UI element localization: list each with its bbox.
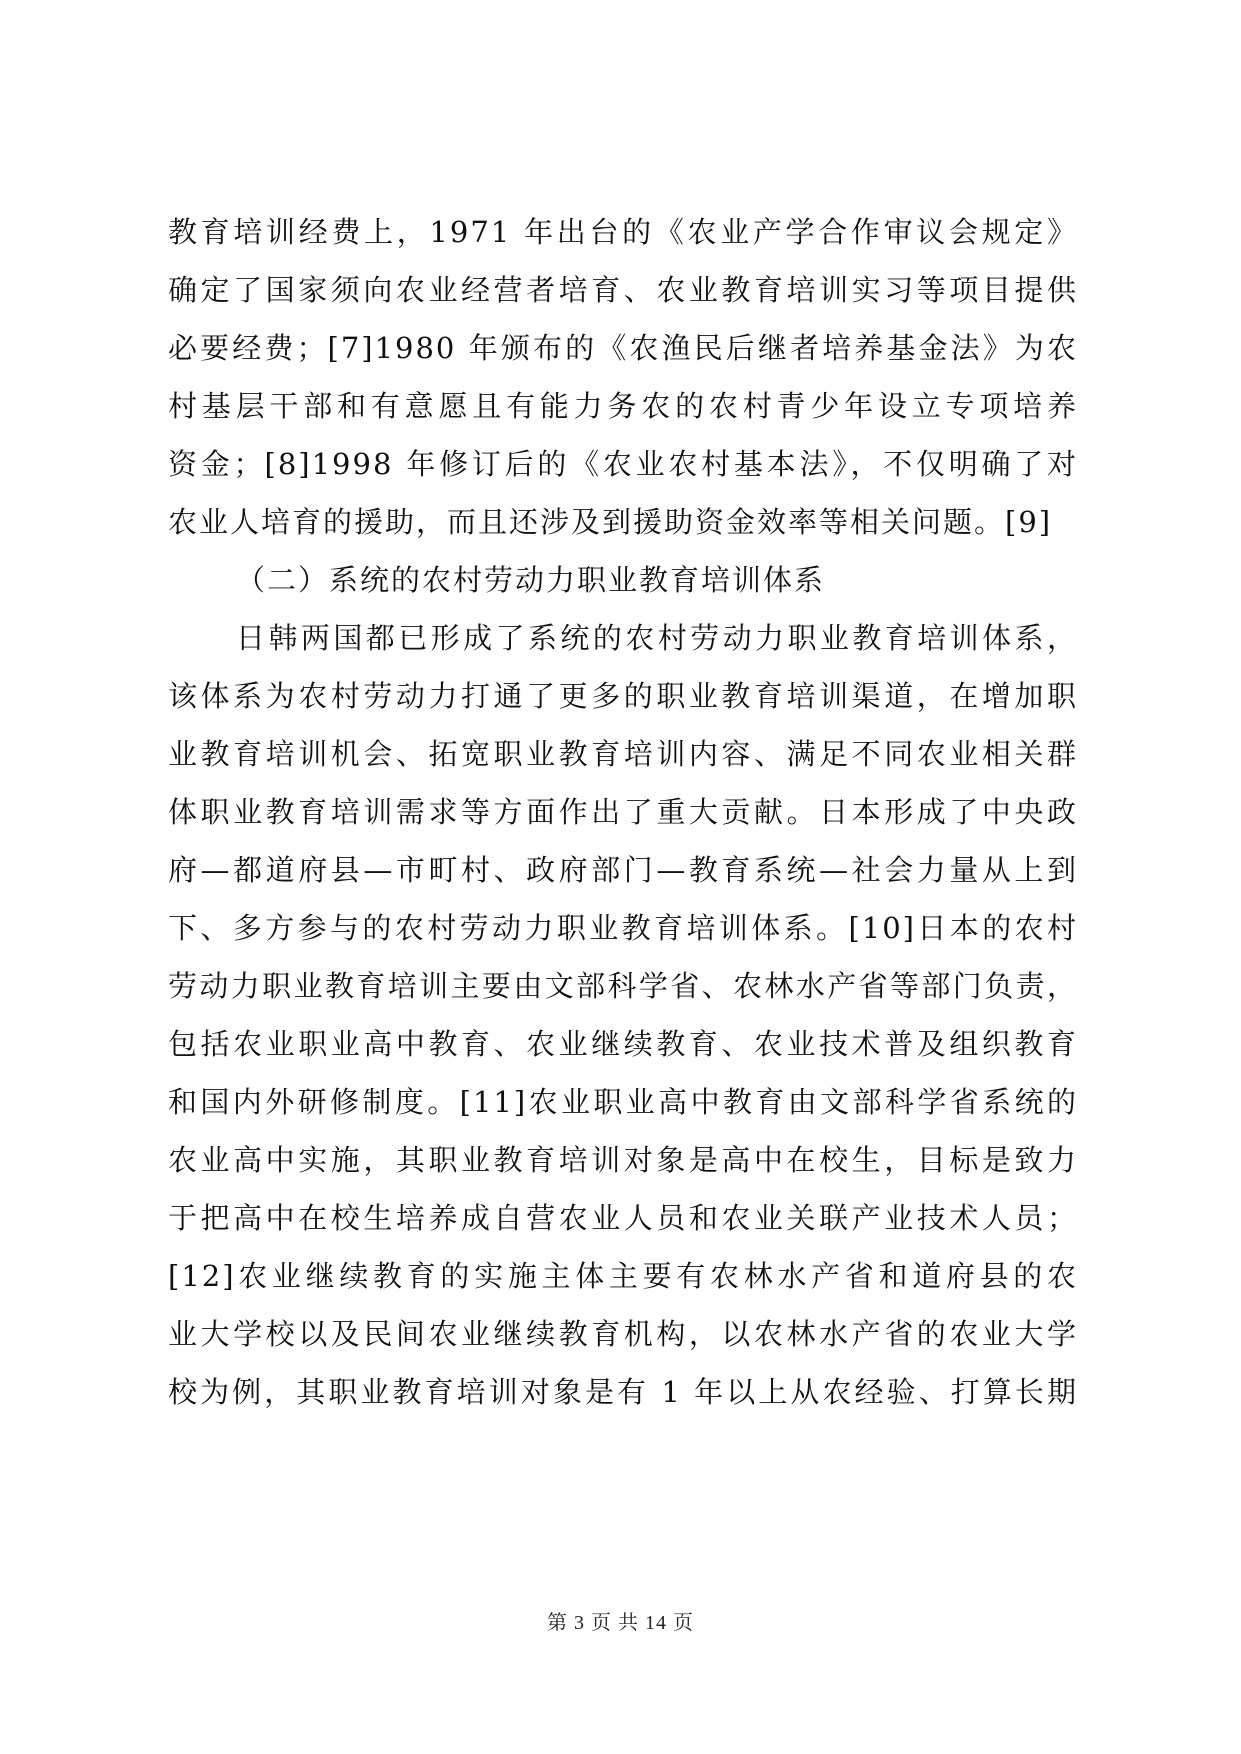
text-line: 该体系为农村劳动力打通了更多的职业教育培训渠道，在增加职 bbox=[168, 679, 1078, 713]
text-line: 下、多方参与的农村劳动力职业教育培训体系。[10]日本的农村 bbox=[168, 911, 1078, 945]
text-line: 教育培训经费上，1971 年出台的《农业产学合作审议会规定》 bbox=[168, 215, 1078, 249]
text-line: 业大学校以及民间农业继续教育机构，以农林水产省的农业大学 bbox=[168, 1317, 1078, 1351]
text-line: 包括农业职业高中教育、农业继续教育、农业技术普及组织教育 bbox=[168, 1027, 1078, 1061]
text-line: 劳动力职业教育培训主要由文部科学省、农林水产省等部门负责， bbox=[168, 969, 1078, 1003]
text-line: 必要经费；[7]1980 年颁布的《农渔民后继者培养基金法》为农 bbox=[168, 331, 1078, 365]
text-line: 确定了国家须向农业经营者培育、农业教育培训实习等项目提供 bbox=[168, 273, 1078, 307]
text-line: 体职业教育培训需求等方面作出了重大贡献。日本形成了中央政 bbox=[168, 795, 1078, 829]
text-line: 农业人培育的援助，而且还涉及到援助资金效率等相关问题。[9] bbox=[168, 505, 1053, 539]
text-line: 资金；[8]1998 年修订后的《农业农村基本法》，不仅明确了对 bbox=[168, 447, 1078, 481]
text-line: 和国内外研修制度。[11]农业职业高中教育由文部科学省系统的 bbox=[168, 1085, 1078, 1119]
text-line: 日韩两国都已形成了系统的农村劳动力职业教育培训体系， bbox=[236, 621, 1078, 655]
text-line: 于把高中在校生培养成自营农业人员和农业关联产业技术人员； bbox=[168, 1201, 1078, 1235]
text-line: 农业高中实施，其职业教育培训对象是高中在校生，目标是致力 bbox=[168, 1143, 1078, 1177]
text-line: 业教育培训机会、拓宽职业教育培训内容、满足不同农业相关群 bbox=[168, 737, 1078, 771]
paragraph-training-system bbox=[168, 609, 1078, 1421]
text-line: 村基层干部和有意愿且有能力务农的农村青少年设立专项培养 bbox=[168, 389, 1078, 423]
section-heading: （二）系统的农村劳动力职业教育培训体系 bbox=[236, 563, 826, 597]
page-number-footer: 第 3 页 共 14 页 bbox=[547, 1612, 694, 1634]
text-line: 府—都道府县—市町村、政府部门—教育系统—社会力量从上到 bbox=[168, 853, 1078, 887]
document-body bbox=[168, 203, 1078, 1421]
text-line: 校为例，其职业教育培训对象是有 1 年以上从农经验、打算长期 bbox=[168, 1375, 1078, 1409]
text-line: [12]农业继续教育的实施主体主要有农林水产省和道府县的农 bbox=[168, 1259, 1078, 1293]
paragraph-funding bbox=[168, 203, 1078, 551]
